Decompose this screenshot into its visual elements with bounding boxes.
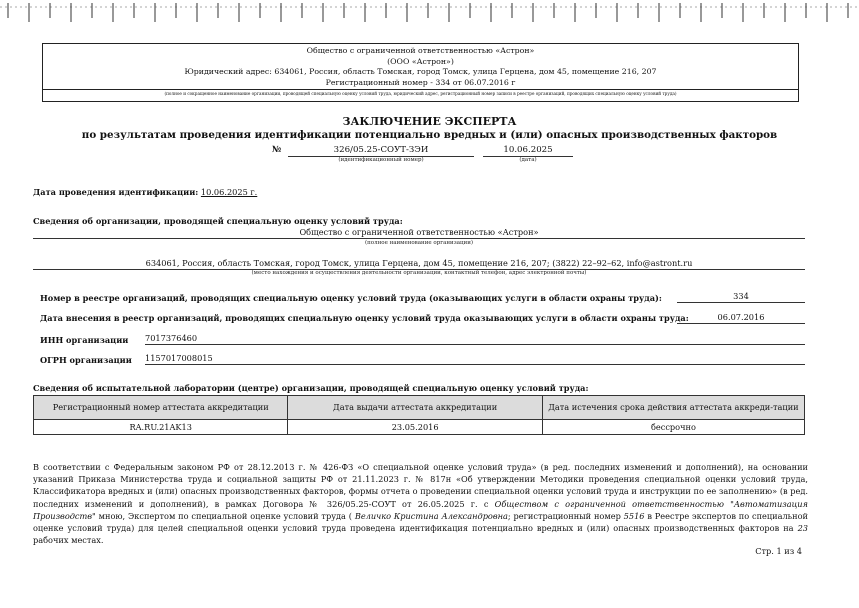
accreditation-table xyxy=(33,395,805,435)
ogrn-value: 1157017008015 xyxy=(145,353,805,365)
para-part-5: рабочих местах. xyxy=(33,535,104,546)
registry-date-value: 06.07.2016 xyxy=(677,312,805,324)
para-customer: Обществом с ограниченной ответственностью "Автоматизация Производств" xyxy=(33,498,808,521)
page-number: Стр. 1 из 4 xyxy=(755,546,802,556)
doc-date: 10.06.2025 xyxy=(483,145,573,157)
cell-expiry-date: бессрочно xyxy=(542,420,804,435)
para-expert-reg: 5516 xyxy=(623,510,645,521)
document-title: ЗАКЛЮЧЕНИЕ ЭКСПЕРТА xyxy=(342,115,517,128)
registry-number-value: 334 xyxy=(677,291,805,303)
organization-heading: Сведения об организации, проводящей специальную оценку условий труда: xyxy=(33,216,403,226)
perforation-edge xyxy=(0,0,859,26)
cell-issue-date: 23.05.2016 xyxy=(288,420,542,435)
accreditation-table-header xyxy=(34,396,805,420)
header-legal-address: Юридический адрес: 634061, Россия, область Томская, город Томск, улица Герцена, дом 45, помещение 216, 207 xyxy=(184,67,657,76)
col-header-reg-number: Регистрационный номер аттестата аккредитации xyxy=(34,396,288,420)
col-header-expiry-date: Дата истечения срока действия аттестата аккреди-тации xyxy=(542,396,804,420)
header-reg-number: Регистрационный номер - 334 от 06.07.2016 г xyxy=(325,77,516,87)
doc-number-caption: (идентификационный номер) xyxy=(338,157,424,163)
organization-contacts: 634061, Россия, область Томская, город Томск, улица Герцена, дом 45, помещение 216, 207; (3822) 22–92–62, info@astront.ru xyxy=(33,258,805,270)
inn-label: ИНН организации xyxy=(40,335,129,345)
header-caption: (полное и сокращенное наименование организации, проводящей специальную оценку условий труда, юридический адрес, регистрационный номер записи в реестре организаций, проводящих специальную оценку условий труда) xyxy=(43,89,798,98)
para-workplaces: 23 xyxy=(797,523,808,534)
doc-date-caption: (дата) xyxy=(519,157,537,163)
laboratory-heading: Сведения об испытательной лаборатории (центре) организации, проводящей специальную оценку условий труда: xyxy=(33,383,589,393)
identification-date-label: Дата проведения идентификации: xyxy=(33,187,199,197)
registry-date-label: Дата внесения в реестр организаций, проводящих специальную оценку условий труда оказывающих услуги в области охраны труда: xyxy=(40,313,689,323)
para-part-4: в Реестре экспертов по специальной оценке условий труда) для целей специальной оценки условий труда проведена идентификация потенциально вредных и (или) опасных производственных факторов на xyxy=(33,510,808,534)
ogrn-label: ОГРН организации xyxy=(40,355,132,365)
header-box xyxy=(42,43,799,102)
doc-number: 326/05.25-СОУТ-ЗЭИ xyxy=(288,145,474,157)
identification-date-value: 10.06.2025 г. xyxy=(200,187,258,197)
registry-number-label: Номер в реестре организаций, проводящих специальную оценку условий труда (оказывающих услуги в области охраны труда): xyxy=(40,293,662,303)
para-expert: Величко Кристина Александровна xyxy=(354,510,508,521)
identification-date-row xyxy=(33,187,257,197)
inn-value: 7017376460 xyxy=(145,333,805,345)
para-part-2: мною, Экспертом по специальной оценке условий труда ( xyxy=(95,510,355,521)
header-org-name: Общество с ограниченной ответственностью «Астрон» xyxy=(306,46,535,55)
table-row xyxy=(34,420,805,435)
organization-contacts-caption: (место нахождения и осуществления деятельности организации, контактный телефон, адрес электронной почты) xyxy=(251,270,587,276)
para-part-1: В соответствии с Федеральным законом РФ от 28.12.2013 г. № 426-ФЗ «О специальной оценке условий труда» (в ред. последних изменений и дополнений), на основании указаний Приказа Министерства труда и социальной защиты РФ от 21.11.2023 г. № 817н «Об утверждении Методики проведения специальной оценки условий труда, Классификатора вредных и (или) опасных производственных факторов, формы отчета о проведении специальной оценки условий труда и инструкции по ее заполнению» (в ред. последних изменений и дополнений), в рамках Договора № 326/05.25-СОУТ от 26.05.2025 г. с xyxy=(33,462,808,509)
conclusion-paragraph xyxy=(33,461,808,546)
document-subtitle: по результатам проведения идентификации потенциально вредных и (или) опасных производственных факторов xyxy=(81,129,778,141)
header-org-short: (ООО «Астрон») xyxy=(387,56,454,66)
cell-reg-number: RA.RU.21AK13 xyxy=(34,420,288,435)
organization-full-name: Общество с ограниченной ответственностью «Астрон» xyxy=(33,227,805,239)
organization-full-name-caption: (полное наименование организации) xyxy=(364,240,474,246)
number-sign: № xyxy=(272,145,282,155)
col-header-issue-date: Дата выдачи аттестата аккредитации xyxy=(288,396,542,420)
para-part-3: ; регистрационный номер xyxy=(507,510,624,521)
